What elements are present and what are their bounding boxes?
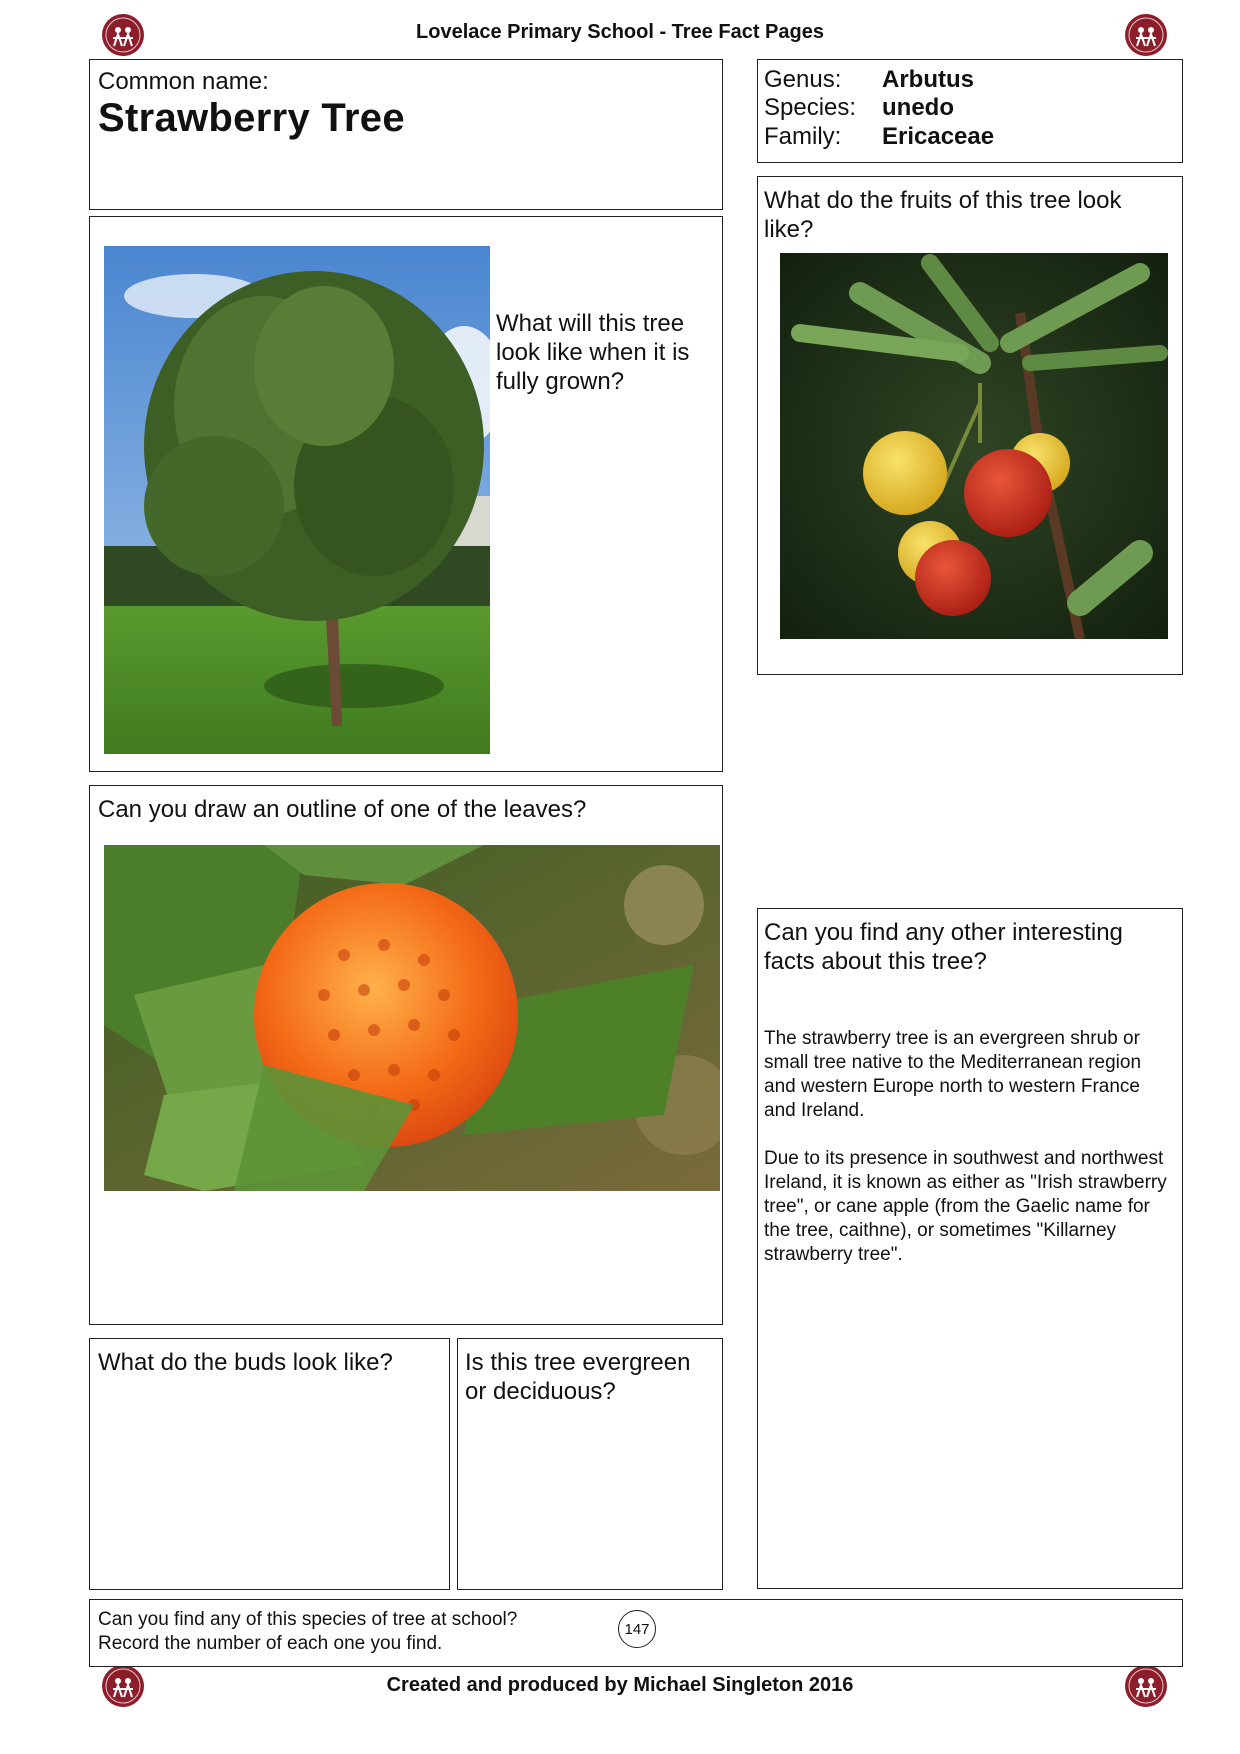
fully-grown-box [89, 216, 723, 772]
taxonomy-box [757, 59, 1183, 163]
school-logo-top-right [1124, 13, 1168, 57]
facts-box [757, 908, 1183, 1589]
page-header-title: Lovelace Primary School - Tree Fact Pages [416, 21, 824, 43]
tree-photo [104, 246, 490, 754]
family-label: Family: [764, 123, 842, 150]
taxonomy-species [764, 94, 954, 122]
school-logo-bottom-right [1124, 1664, 1168, 1708]
fact-paragraph-2: Due to its presence in southwest and northwest Ireland, it is known as either as "Irish strawberry tree", or cane apple (from the Gaelic name for the tree, caithne), or sometimes "Killarney strawberry tree". [764, 1148, 1167, 1265]
taxonomy-family [764, 123, 994, 151]
school-count-text [98, 1608, 517, 1656]
page-number: 147 [618, 1610, 656, 1648]
question-evergreen: Is this tree evergreen or deciduous? [465, 1349, 691, 1405]
buds-box [89, 1338, 450, 1590]
taxonomy-genus [764, 66, 974, 94]
species-label: Species: [764, 94, 857, 121]
fruits-photo [780, 253, 1168, 639]
family-value: Ericaceae [882, 123, 995, 150]
school-count-line-1: Can you find any of this species of tree at school? [98, 1609, 518, 1630]
common-name-label: Common name: [98, 68, 269, 95]
common-name-value: Strawberry Tree [98, 96, 405, 140]
footer-credit: Created and produced by Michael Singleton 2016 [386, 1674, 854, 1696]
question-fruits: What do the fruits of this tree look like? [764, 187, 1122, 243]
leaves-box [89, 785, 723, 1325]
genus-label: Genus: [764, 66, 842, 93]
school-count-line-2: Record the number of each one you find. [98, 1633, 443, 1654]
question-buds: What do the buds look like? [98, 1349, 393, 1376]
evergreen-box [457, 1338, 723, 1590]
question-facts: Can you find any other interesting facts about this tree? [764, 919, 1123, 975]
species-value: unedo [882, 94, 954, 121]
common-name-box [89, 59, 723, 210]
fruits-box [757, 176, 1183, 675]
school-logo-top-left [101, 13, 145, 57]
fact-paragraph-1: The strawberry tree is an evergreen shrub or small tree native to the Mediterranean region and western Europe north to western France and Ireland. [764, 1028, 1142, 1121]
school-logo-bottom-left [101, 1664, 145, 1708]
facts-text [764, 1027, 1174, 1291]
school-count-box [89, 1599, 1183, 1667]
genus-value: Arbutus [882, 66, 974, 93]
leaves-photo [104, 845, 720, 1191]
question-fully-grown: What will this tree look like when it is fully grown? [496, 310, 690, 395]
question-leaves: Can you draw an outline of one of the leaves? [98, 796, 587, 823]
